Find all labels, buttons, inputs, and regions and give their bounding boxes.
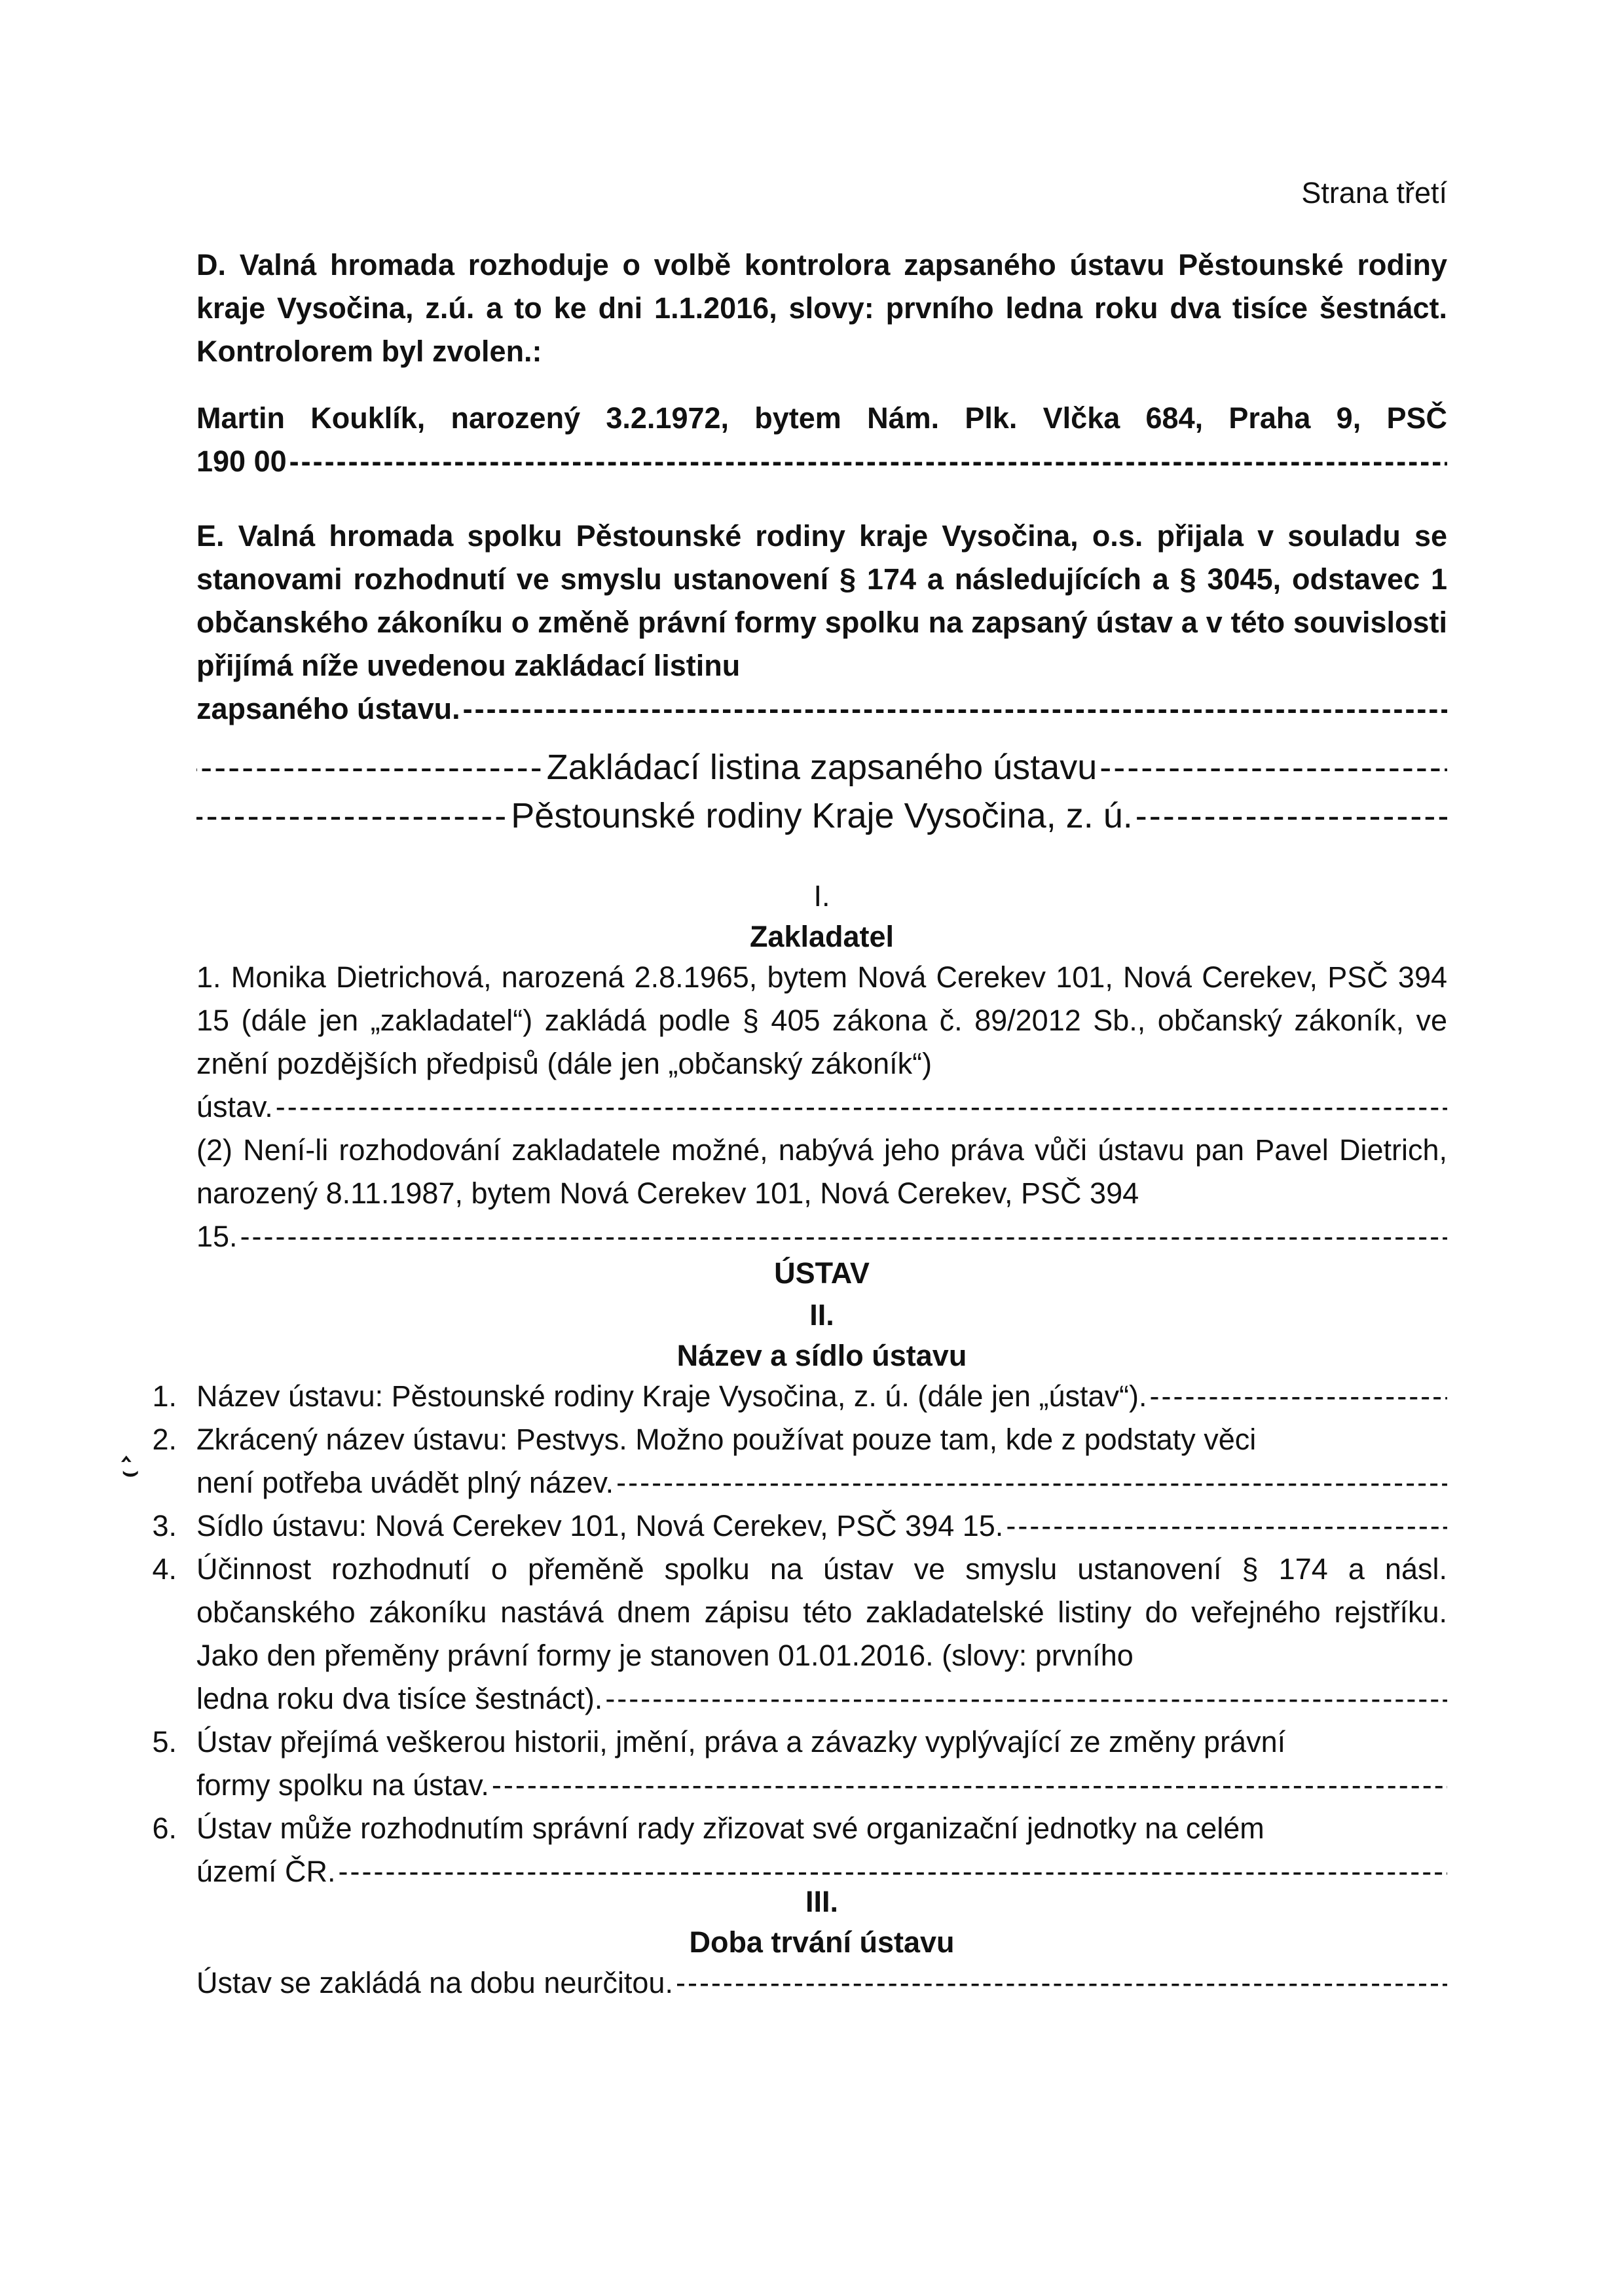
list-item-number: 5. [152,1725,177,1758]
article-2-list [152,1375,1447,1893]
article-1-para1-end-row [196,1085,1447,1129]
section-d-person [196,397,1447,483]
list-item-last-row [196,1764,1447,1807]
article-1-numeral: I. [813,879,830,913]
list-item [152,1375,1447,1418]
list-item-last-line: území ČR. [196,1855,336,1888]
list-item-text: Ústav může rozhodnutím správní rady zřizovat své organizační jednotky na celém [196,1812,1264,1845]
list-item-body [196,1375,1447,1418]
list-item [152,1721,1447,1807]
list-item [152,1548,1447,1721]
list-item-number: 2. [152,1423,177,1456]
margin-mark: ‸ [122,1432,131,1461]
doc-title-2: Pěstounské rodiny Kraje Vysočina, z. ú. [511,796,1133,835]
dash-filler [1006,1504,1447,1548]
list-item-text: Zkrácený název ústavu: Pestvys. Možno používat pouze tam, kde z podstaty věci [196,1423,1257,1456]
article-2-numeral: II. [809,1298,834,1332]
list-item-last-line: formy spolku na ústav. [196,1768,489,1802]
list-item-body [196,1418,1447,1504]
list-item-last-row [196,1375,1447,1418]
dash-filler [605,1677,1447,1721]
article-3-numeral: III. [805,1885,838,1918]
dash-leader [196,741,544,793]
article-1-para2: (2) Není-li rozhodování zakladatele možné, nabývá jeho práva vůči ústavu pan Pavel Dietrich, narozený 8.11.1987, bytem Nová Cerekev 101, Nová Cerekev, PSČ 394 [196,1133,1447,1210]
list-item-number: 3. [152,1509,177,1542]
dash-filler [463,687,1447,731]
list-item-last-line: není potřeba uvádět plný název. [196,1466,614,1499]
list-item-last-row [196,1677,1447,1721]
part-label: ÚSTAV [774,1256,870,1290]
article-1-body [196,956,1447,1258]
list-item-last-line: ledna roku dva tisíce šestnáct). [196,1682,603,1715]
margin-mark: ⌣ [122,1457,139,1486]
doc-title-1: Zakládací listina zapsaného ústavu [546,748,1098,787]
page-label: Strana třetí [1301,176,1447,210]
section-e [196,515,1447,731]
dash-filler [676,1961,1447,2005]
list-item-body [196,1721,1447,1807]
section-d-person-line: Martin Kouklík, narozený 3.2.1972, bytem Nám. Plk. Vlčka 684, Praha 9, PSČ [196,401,1447,435]
list-item-last-line: Sídlo ústavu: Nová Cerekev 101, Nová Cerekev, PSČ 394 15. [196,1509,1004,1542]
dash-filler [1135,790,1447,842]
list-item [152,1418,1447,1504]
article-1-para1-end: ústav. [196,1090,273,1123]
article-1-heading: Zakladatel [749,920,895,953]
section-d-body [196,244,1447,373]
section-d-zip: 190 00 [196,445,287,478]
section-d [196,244,1447,373]
list-item [152,1504,1447,1548]
article-2-items [152,1375,1447,1893]
doc-title-line2 [196,790,1447,842]
section-d-text: D. Valná hromada rozhoduje o volbě kontrolora zapsaného ústavu Pěstounské rodiny kraje Vysočina, z.ú. a to ke dni 1.1.2016, slovy: prvního ledna roku dva tisíce šestnáct. Kontrolorem byl zvolen.: [196,248,1447,368]
section-e-text: E. Valná hromada spolku Pěstounské rodiny kraje Vysočina, o.s. přijala v souladu se stanovami rozhodnutí ve smyslu ustanovení § 174 a následujících a § 3045, odstavec 1 občanského zákoníku o změně právní formy spolku na zapsaný ústav a v této souvislosti přijímá níže uvedenou zakládací listinu [196,519,1447,682]
list-item-last-row [196,1504,1447,1548]
list-item-text: Ústav přejímá veškerou historii, jmění, práva a závazky vyplývající ze změny právní [196,1725,1286,1758]
article-1-para1: 1. Monika Dietrichová, narozená 2.8.1965, bytem Nová Cerekev 101, Nová Cerekev, PSČ 394 15 (dále jen „zakladatel“) zakládá podle § 405 zákona č. 89/2012 Sb., občanský zákoník, ve znění pozdějších předpisů (dále jen „občanský zákoník“) [196,960,1447,1080]
dash-filler [276,1085,1447,1129]
list-item-body [196,1548,1447,1721]
dash-filler [289,440,1447,483]
list-item-number: 6. [152,1812,177,1845]
doc-title-line1 [196,741,1447,793]
list-item-body [196,1504,1447,1548]
dash-filler [1099,741,1447,793]
section-d-zip-row [196,440,1447,483]
list-item-number: 1. [152,1379,177,1413]
article-3-heading: Doba trvání ústavu [689,1925,955,1959]
dash-filler [616,1461,1447,1504]
section-e-end: zapsaného ústavu. [196,692,460,725]
article-1-para2-end: 15. [196,1220,238,1253]
list-item-number: 4. [152,1552,177,1586]
article-2-heading: Název a sídlo ústavu [676,1339,967,1372]
dash-filler [492,1764,1447,1807]
list-item-last-line: Název ústavu: Pěstounské rodiny Kraje Vysočina, z. ú. (dále jen „ústav“). [196,1379,1147,1413]
list-item-last-row [196,1461,1447,1504]
article-3-text: Ústav se zakládá na dobu neurčitou. [196,1966,673,1999]
list-item-text: Účinnost rozhodnutí o přeměně spolku na ústav ve smyslu ustanovení § 174 a násl. občanského zákoníku nastává dnem zápisu této zakladatelské listiny do veřejného rejstříku. Jako den přeměny právní formy je stanoven 01.01.2016. (slovy: prvního [196,1552,1447,1672]
dash-filler [1150,1375,1447,1418]
section-e-end-row [196,687,1447,731]
dash-leader [196,790,508,842]
article-3-text-row [196,1961,1447,2005]
